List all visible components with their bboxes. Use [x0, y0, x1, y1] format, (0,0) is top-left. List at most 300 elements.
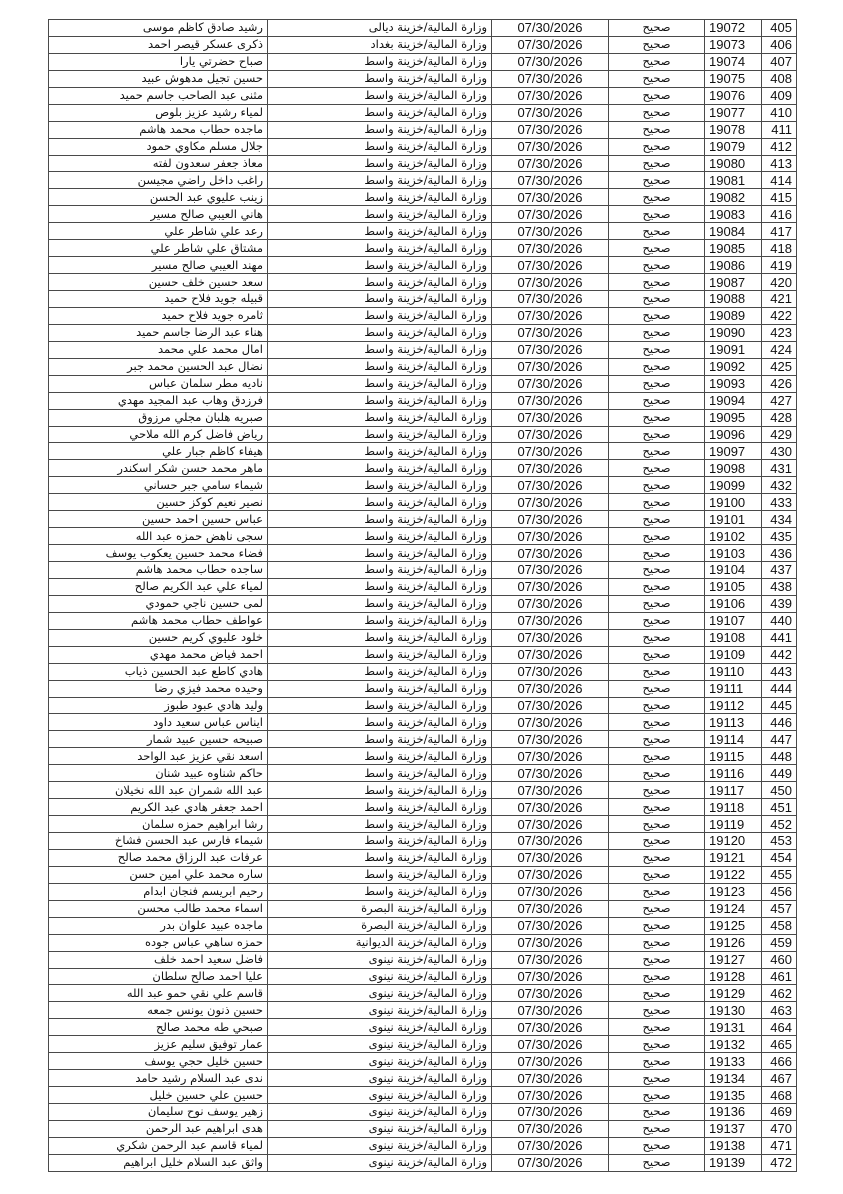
employee-name-cell: رشيد صادق كاظم موسى	[49, 20, 268, 37]
date-cell: 07/30/2026	[492, 223, 609, 240]
employee-name-cell: صبريه هلبان مجلي مرزوق	[49, 409, 268, 426]
employee-name-cell: شيماء فارس عبد الحسن فشاخ	[49, 833, 268, 850]
department-cell: وزارة المالية/خزينة واسط	[268, 849, 492, 866]
date-cell: 07/30/2026	[492, 697, 609, 714]
table-row	[49, 494, 797, 511]
row-number-cell: 429	[762, 426, 797, 443]
employee-name-cell: ناديه مطر سلمان عباس	[49, 375, 268, 392]
record-id-cell: 19126	[705, 934, 762, 951]
record-id-cell: 19103	[705, 545, 762, 562]
roster-table-body	[49, 20, 797, 1172]
table-row	[49, 460, 797, 477]
table-row	[49, 883, 797, 900]
date-cell: 07/30/2026	[492, 70, 609, 87]
date-cell: 07/30/2026	[492, 816, 609, 833]
status-cell: صحيح	[609, 274, 705, 291]
row-number-cell: 428	[762, 409, 797, 426]
department-cell: وزارة المالية/خزينة واسط	[268, 595, 492, 612]
department-cell: وزارة المالية/خزينة واسط	[268, 460, 492, 477]
row-number-cell: 410	[762, 104, 797, 121]
date-cell: 07/30/2026	[492, 849, 609, 866]
date-cell: 07/30/2026	[492, 562, 609, 579]
department-cell: وزارة المالية/خزينة واسط	[268, 612, 492, 629]
record-id-cell: 19138	[705, 1137, 762, 1154]
roster-table	[48, 19, 797, 1172]
employee-name-cell: احمد جعفر هادي عبد الكريم	[49, 799, 268, 816]
status-cell: صحيح	[609, 985, 705, 1002]
status-cell: صحيح	[609, 494, 705, 511]
status-cell: صحيح	[609, 257, 705, 274]
employee-name-cell: خلود عليوي كريم حسين	[49, 629, 268, 646]
date-cell: 07/30/2026	[492, 1137, 609, 1154]
record-id-cell: 19080	[705, 155, 762, 172]
table-row	[49, 849, 797, 866]
department-cell: وزارة المالية/خزينة واسط	[268, 324, 492, 341]
date-cell: 07/30/2026	[492, 595, 609, 612]
table-row	[49, 87, 797, 104]
employee-name-cell: مثنى عبد الصاحب جاسم حميد	[49, 87, 268, 104]
department-cell: وزارة المالية/خزينة واسط	[268, 799, 492, 816]
row-number-cell: 447	[762, 731, 797, 748]
employee-name-cell: اسماء محمد طالب محسن	[49, 900, 268, 917]
table-row	[49, 1036, 797, 1053]
record-id-cell: 19113	[705, 714, 762, 731]
department-cell: وزارة المالية/خزينة واسط	[268, 765, 492, 782]
department-cell: وزارة المالية/خزينة نينوى	[268, 1154, 492, 1171]
employee-name-cell: راغب داخل راضي مجيسن	[49, 172, 268, 189]
date-cell: 07/30/2026	[492, 172, 609, 189]
date-cell: 07/30/2026	[492, 663, 609, 680]
department-cell: وزارة المالية/خزينة نينوى	[268, 1036, 492, 1053]
record-id-cell: 19073	[705, 36, 762, 53]
department-cell: وزارة المالية/خزينة واسط	[268, 375, 492, 392]
date-cell: 07/30/2026	[492, 358, 609, 375]
status-cell: صحيح	[609, 189, 705, 206]
table-row	[49, 375, 797, 392]
date-cell: 07/30/2026	[492, 291, 609, 308]
status-cell: صحيح	[609, 765, 705, 782]
record-id-cell: 19088	[705, 291, 762, 308]
record-id-cell: 19129	[705, 985, 762, 1002]
department-cell: وزارة المالية/خزينة واسط	[268, 714, 492, 731]
date-cell: 07/30/2026	[492, 545, 609, 562]
record-id-cell: 19076	[705, 87, 762, 104]
employee-name-cell: هاني العيبي صالح مسير	[49, 206, 268, 223]
table-row	[49, 1070, 797, 1087]
record-id-cell: 19107	[705, 612, 762, 629]
table-row	[49, 968, 797, 985]
employee-name-cell: زهير يوسف نوح سليمان	[49, 1104, 268, 1121]
employee-name-cell: لمى حسين ناجي حمودي	[49, 595, 268, 612]
date-cell: 07/30/2026	[492, 104, 609, 121]
date-cell: 07/30/2026	[492, 968, 609, 985]
record-id-cell: 19081	[705, 172, 762, 189]
employee-name-cell: حمزه ساهي عباس جوده	[49, 934, 268, 951]
status-cell: صحيح	[609, 934, 705, 951]
status-cell: صحيح	[609, 883, 705, 900]
status-cell: صحيح	[609, 849, 705, 866]
table-row	[49, 578, 797, 595]
table-row	[49, 816, 797, 833]
row-number-cell: 440	[762, 612, 797, 629]
employee-name-cell: جلال مسلم مكاوي حمود	[49, 138, 268, 155]
date-cell: 07/30/2026	[492, 409, 609, 426]
table-row	[49, 223, 797, 240]
row-number-cell: 446	[762, 714, 797, 731]
table-row	[49, 714, 797, 731]
row-number-cell: 453	[762, 833, 797, 850]
row-number-cell: 452	[762, 816, 797, 833]
status-cell: صحيح	[609, 612, 705, 629]
table-row	[49, 1154, 797, 1171]
employee-name-cell: ساره محمد علي امين حسن	[49, 866, 268, 883]
date-cell: 07/30/2026	[492, 629, 609, 646]
date-cell: 07/30/2026	[492, 900, 609, 917]
status-cell: صحيح	[609, 341, 705, 358]
department-cell: وزارة المالية/خزينة نينوى	[268, 1070, 492, 1087]
record-id-cell: 19131	[705, 1019, 762, 1036]
table-row	[49, 121, 797, 138]
status-cell: صحيح	[609, 714, 705, 731]
employee-name-cell: ايناس عباس سعيد داود	[49, 714, 268, 731]
table-row	[49, 358, 797, 375]
table-row	[49, 172, 797, 189]
record-id-cell: 19078	[705, 121, 762, 138]
status-cell: صحيح	[609, 155, 705, 172]
table-row	[49, 1019, 797, 1036]
employee-name-cell: حسين تجيل مدهوش عبيد	[49, 70, 268, 87]
record-id-cell: 19139	[705, 1154, 762, 1171]
record-id-cell: 19106	[705, 595, 762, 612]
department-cell: وزارة المالية/خزينة بغداد	[268, 36, 492, 53]
row-number-cell: 422	[762, 307, 797, 324]
status-cell: صحيح	[609, 748, 705, 765]
employee-name-cell: رحيم ابريسم فنجان ابدام	[49, 883, 268, 900]
record-id-cell: 19102	[705, 528, 762, 545]
status-cell: صحيح	[609, 291, 705, 308]
table-row	[49, 765, 797, 782]
record-id-cell: 19135	[705, 1087, 762, 1104]
department-cell: وزارة المالية/خزينة البصرة	[268, 900, 492, 917]
row-number-cell: 426	[762, 375, 797, 392]
date-cell: 07/30/2026	[492, 1104, 609, 1121]
status-cell: صحيح	[609, 36, 705, 53]
table-row	[49, 477, 797, 494]
department-cell: وزارة المالية/خزينة واسط	[268, 223, 492, 240]
status-cell: صحيح	[609, 1002, 705, 1019]
department-cell: وزارة المالية/خزينة واسط	[268, 866, 492, 883]
status-cell: صحيح	[609, 87, 705, 104]
record-id-cell: 19112	[705, 697, 762, 714]
status-cell: صحيح	[609, 562, 705, 579]
employee-name-cell: رعد علي شاطر علي	[49, 223, 268, 240]
row-number-cell: 408	[762, 70, 797, 87]
table-row	[49, 595, 797, 612]
department-cell: وزارة المالية/خزينة ديالى	[268, 20, 492, 37]
employee-name-cell: عباس حسين احمد حسين	[49, 511, 268, 528]
employee-name-cell: قاسم علي نقي حمو عبد الله	[49, 985, 268, 1002]
department-cell: وزارة المالية/خزينة واسط	[268, 663, 492, 680]
date-cell: 07/30/2026	[492, 53, 609, 70]
record-id-cell: 19127	[705, 951, 762, 968]
date-cell: 07/30/2026	[492, 20, 609, 37]
date-cell: 07/30/2026	[492, 1019, 609, 1036]
date-cell: 07/30/2026	[492, 528, 609, 545]
row-number-cell: 455	[762, 866, 797, 883]
status-cell: صحيح	[609, 477, 705, 494]
row-number-cell: 427	[762, 392, 797, 409]
table-row	[49, 291, 797, 308]
record-id-cell: 19125	[705, 917, 762, 934]
table-row	[49, 545, 797, 562]
date-cell: 07/30/2026	[492, 782, 609, 799]
record-id-cell: 19105	[705, 578, 762, 595]
department-cell: وزارة المالية/خزينة واسط	[268, 392, 492, 409]
record-id-cell: 19110	[705, 663, 762, 680]
employee-name-cell: شيماء سامي جبر حساني	[49, 477, 268, 494]
employee-name-cell: حاكم شناوه عبيد شنان	[49, 765, 268, 782]
date-cell: 07/30/2026	[492, 240, 609, 257]
employee-name-cell: حسين ذنون يونس جمعه	[49, 1002, 268, 1019]
date-cell: 07/30/2026	[492, 714, 609, 731]
date-cell: 07/30/2026	[492, 646, 609, 663]
record-id-cell: 19133	[705, 1053, 762, 1070]
employee-name-cell: ذكرى عسكر قيصر احمد	[49, 36, 268, 53]
status-cell: صحيح	[609, 900, 705, 917]
employee-name-cell: مهند العيبي صالح مسير	[49, 257, 268, 274]
date-cell: 07/30/2026	[492, 1087, 609, 1104]
record-id-cell: 19109	[705, 646, 762, 663]
record-id-cell: 19091	[705, 341, 762, 358]
department-cell: وزارة المالية/خزينة واسط	[268, 291, 492, 308]
row-number-cell: 409	[762, 87, 797, 104]
row-number-cell: 432	[762, 477, 797, 494]
row-number-cell: 415	[762, 189, 797, 206]
table-row	[49, 443, 797, 460]
row-number-cell: 417	[762, 223, 797, 240]
date-cell: 07/30/2026	[492, 121, 609, 138]
department-cell: وزارة المالية/خزينة نينوى	[268, 1087, 492, 1104]
record-id-cell: 19137	[705, 1120, 762, 1137]
record-id-cell: 19130	[705, 1002, 762, 1019]
employee-name-cell: مشتاق علي شاطر علي	[49, 240, 268, 257]
table-row	[49, 528, 797, 545]
department-cell: وزارة المالية/خزينة نينوى	[268, 968, 492, 985]
employee-name-cell: زينب عليوي عبد الحسن	[49, 189, 268, 206]
employee-name-cell: صبحي طه محمد صالح	[49, 1019, 268, 1036]
status-cell: صحيح	[609, 917, 705, 934]
row-number-cell: 464	[762, 1019, 797, 1036]
employee-name-cell: ساجده حطاب محمد هاشم	[49, 562, 268, 579]
status-cell: صحيح	[609, 629, 705, 646]
date-cell: 07/30/2026	[492, 985, 609, 1002]
employee-name-cell: اسعد نقي عزيز عبد الواحد	[49, 748, 268, 765]
record-id-cell: 19092	[705, 358, 762, 375]
row-number-cell: 439	[762, 595, 797, 612]
date-cell: 07/30/2026	[492, 324, 609, 341]
record-id-cell: 19111	[705, 680, 762, 697]
table-row	[49, 663, 797, 680]
record-id-cell: 19084	[705, 223, 762, 240]
table-row	[49, 1053, 797, 1070]
status-cell: صحيح	[609, 240, 705, 257]
status-cell: صحيح	[609, 409, 705, 426]
record-id-cell: 19090	[705, 324, 762, 341]
status-cell: صحيح	[609, 20, 705, 37]
status-cell: صحيح	[609, 104, 705, 121]
department-cell: وزارة المالية/خزينة واسط	[268, 189, 492, 206]
record-id-cell: 19119	[705, 816, 762, 833]
table-row	[49, 1120, 797, 1137]
record-id-cell: 19074	[705, 53, 762, 70]
record-id-cell: 19095	[705, 409, 762, 426]
status-cell: صحيح	[609, 731, 705, 748]
row-number-cell: 457	[762, 900, 797, 917]
table-row	[49, 70, 797, 87]
row-number-cell: 444	[762, 680, 797, 697]
date-cell: 07/30/2026	[492, 917, 609, 934]
status-cell: صحيح	[609, 680, 705, 697]
department-cell: وزارة المالية/خزينة نينوى	[268, 1104, 492, 1121]
record-id-cell: 19124	[705, 900, 762, 917]
status-cell: صحيح	[609, 782, 705, 799]
row-number-cell: 449	[762, 765, 797, 782]
status-cell: صحيح	[609, 375, 705, 392]
table-row	[49, 697, 797, 714]
status-cell: صحيح	[609, 121, 705, 138]
table-row	[49, 189, 797, 206]
table-row	[49, 799, 797, 816]
record-id-cell: 19083	[705, 206, 762, 223]
row-number-cell: 456	[762, 883, 797, 900]
status-cell: صحيح	[609, 545, 705, 562]
department-cell: وزارة المالية/خزينة واسط	[268, 511, 492, 528]
row-number-cell: 441	[762, 629, 797, 646]
row-number-cell: 418	[762, 240, 797, 257]
table-row	[49, 1137, 797, 1154]
record-id-cell: 19099	[705, 477, 762, 494]
record-id-cell: 19096	[705, 426, 762, 443]
record-id-cell: 19077	[705, 104, 762, 121]
date-cell: 07/30/2026	[492, 257, 609, 274]
table-row	[49, 341, 797, 358]
record-id-cell: 19101	[705, 511, 762, 528]
record-id-cell: 19115	[705, 748, 762, 765]
employee-name-cell: هدى ابراهيم عبد الرحمن	[49, 1120, 268, 1137]
table-row	[49, 646, 797, 663]
status-cell: صحيح	[609, 172, 705, 189]
row-number-cell: 405	[762, 20, 797, 37]
department-cell: وزارة المالية/خزينة واسط	[268, 307, 492, 324]
record-id-cell: 19128	[705, 968, 762, 985]
employee-name-cell: معاذ جعفر سعدون لفته	[49, 155, 268, 172]
department-cell: وزارة المالية/خزينة نينوى	[268, 1053, 492, 1070]
date-cell: 07/30/2026	[492, 155, 609, 172]
status-cell: صحيح	[609, 833, 705, 850]
record-id-cell: 19117	[705, 782, 762, 799]
employee-name-cell: قبيله جويد فلاح حميد	[49, 291, 268, 308]
employee-name-cell: ثامره جويد فلاح حميد	[49, 307, 268, 324]
row-number-cell: 461	[762, 968, 797, 985]
date-cell: 07/30/2026	[492, 426, 609, 443]
row-number-cell: 443	[762, 663, 797, 680]
table-row	[49, 426, 797, 443]
table-row	[49, 680, 797, 697]
row-number-cell: 431	[762, 460, 797, 477]
department-cell: وزارة المالية/خزينة واسط	[268, 443, 492, 460]
row-number-cell: 469	[762, 1104, 797, 1121]
row-number-cell: 463	[762, 1002, 797, 1019]
status-cell: صحيح	[609, 1104, 705, 1121]
employee-name-cell: احمد فياض محمد مهدي	[49, 646, 268, 663]
status-cell: صحيح	[609, 358, 705, 375]
status-cell: صحيح	[609, 663, 705, 680]
department-cell: وزارة المالية/خزينة واسط	[268, 172, 492, 189]
department-cell: وزارة المالية/خزينة واسط	[268, 138, 492, 155]
department-cell: وزارة المالية/خزينة واسط	[268, 629, 492, 646]
row-number-cell: 416	[762, 206, 797, 223]
status-cell: صحيح	[609, 138, 705, 155]
status-cell: صحيح	[609, 460, 705, 477]
row-number-cell: 451	[762, 799, 797, 816]
date-cell: 07/30/2026	[492, 1120, 609, 1137]
record-id-cell: 19116	[705, 765, 762, 782]
record-id-cell: 19122	[705, 866, 762, 883]
date-cell: 07/30/2026	[492, 1053, 609, 1070]
row-number-cell: 436	[762, 545, 797, 562]
row-number-cell: 421	[762, 291, 797, 308]
department-cell: وزارة المالية/خزينة واسط	[268, 70, 492, 87]
table-row	[49, 1104, 797, 1121]
status-cell: صحيح	[609, 697, 705, 714]
employee-name-cell: حسين خليل حجي يوسف	[49, 1053, 268, 1070]
date-cell: 07/30/2026	[492, 341, 609, 358]
record-id-cell: 19098	[705, 460, 762, 477]
record-id-cell: 19104	[705, 562, 762, 579]
date-cell: 07/30/2026	[492, 765, 609, 782]
date-cell: 07/30/2026	[492, 934, 609, 951]
date-cell: 07/30/2026	[492, 307, 609, 324]
department-cell: وزارة المالية/خزينة نينوى	[268, 1137, 492, 1154]
department-cell: وزارة المالية/خزينة واسط	[268, 816, 492, 833]
row-number-cell: 450	[762, 782, 797, 799]
status-cell: صحيح	[609, 1154, 705, 1171]
employee-name-cell: ماجده عبيد علوان بدر	[49, 917, 268, 934]
status-cell: صحيح	[609, 392, 705, 409]
employee-name-cell: فضاء محمد حسين يعكوب يوسف	[49, 545, 268, 562]
date-cell: 07/30/2026	[492, 680, 609, 697]
status-cell: صحيح	[609, 528, 705, 545]
row-number-cell: 412	[762, 138, 797, 155]
row-number-cell: 437	[762, 562, 797, 579]
status-cell: صحيح	[609, 223, 705, 240]
table-row	[49, 985, 797, 1002]
record-id-cell: 19085	[705, 240, 762, 257]
table-row	[49, 307, 797, 324]
department-cell: وزارة المالية/خزينة نينوى	[268, 985, 492, 1002]
record-id-cell: 19134	[705, 1070, 762, 1087]
row-number-cell: 459	[762, 934, 797, 951]
employee-name-cell: لمياء قاسم عبد الرحمن شكري	[49, 1137, 268, 1154]
status-cell: صحيح	[609, 968, 705, 985]
date-cell: 07/30/2026	[492, 866, 609, 883]
row-number-cell: 466	[762, 1053, 797, 1070]
row-number-cell: 411	[762, 121, 797, 138]
department-cell: وزارة المالية/خزينة الديوانية	[268, 934, 492, 951]
date-cell: 07/30/2026	[492, 36, 609, 53]
record-id-cell: 19108	[705, 629, 762, 646]
status-cell: صحيح	[609, 1137, 705, 1154]
